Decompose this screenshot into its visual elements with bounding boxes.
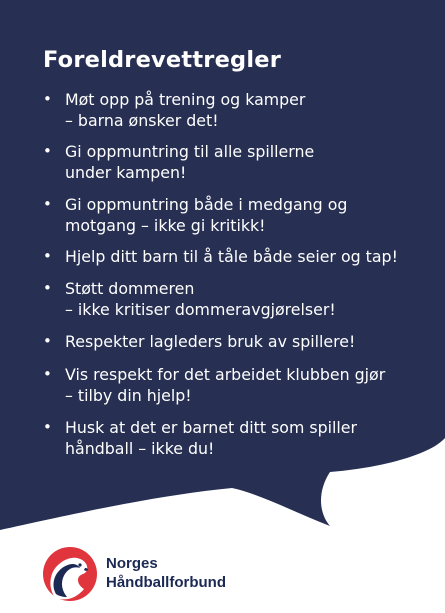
rule-item [43,364,385,406]
rule-text: Hjelp ditt barn til å tåle både seier og tap! [65,247,398,266]
brand-name [106,554,226,592]
bullet: • [43,90,52,108]
bullet: • [43,247,52,265]
rule-text: Respekter lagleders bruk av spillere! [65,332,356,351]
bullet: • [43,365,52,383]
rule-text-continued: håndball – ikke du! [65,439,215,458]
page-title: Foreldrevettregler [43,47,282,73]
rule-item [43,417,357,459]
brand-name-line: Norges [106,555,158,572]
rule-text: Husk at det er barnet ditt som spiller [65,418,358,437]
rule-item [43,331,355,352]
rule-text: Gi oppmuntring både i medgang og [65,195,348,214]
rule-item [43,246,398,267]
rule-text-continued: – ikke kritiser dommeravgjørelser! [65,300,336,319]
rule-item [43,194,347,236]
polar-bear-logo-icon [42,546,98,602]
rule-text: Møt opp på trening og kamper [65,90,306,109]
rule-text: Vis respekt for det arbeidet klubben gjør [65,365,386,384]
rule-item [43,141,314,183]
rule-text: Støtt dommeren [65,279,195,298]
rule-text-continued: – tilby din hjelp! [65,386,192,405]
rule-item [43,278,336,320]
bullet: • [43,279,52,297]
rule-text: Gi oppmuntring til alle spillerne [65,142,315,161]
rule-text-continued: under kampen! [65,163,187,182]
bullet: • [43,195,52,213]
rule-text-continued: motgang – ikke gi kritikk! [65,216,266,235]
brand-name-line: Håndballforbund [106,574,226,591]
bullet: • [43,418,52,436]
bullet: • [43,142,52,160]
bullet: • [43,332,52,350]
rule-item [43,89,305,131]
rule-text-continued: – barna ønsker det! [65,111,219,130]
